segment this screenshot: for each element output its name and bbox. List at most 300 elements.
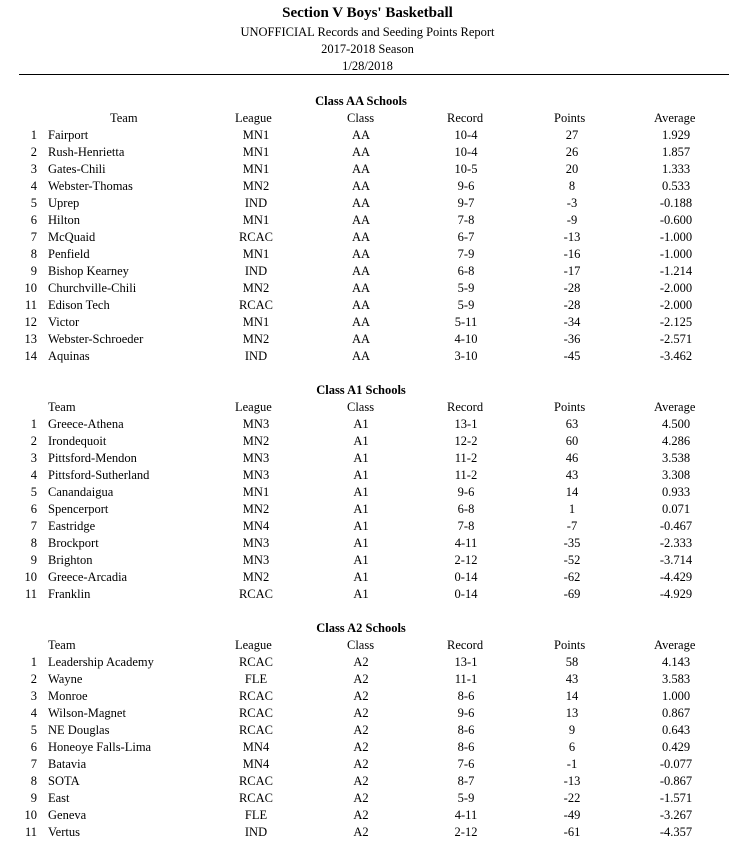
table-row <box>0 264 735 281</box>
record-cell: 13-1 <box>454 417 478 431</box>
average-cell: 1.333 <box>661 162 691 176</box>
table-row <box>0 706 735 723</box>
column-header-class: Class <box>347 638 375 652</box>
league-cell: FLE <box>244 808 268 822</box>
league-cell: RCAC <box>238 587 274 601</box>
points-cell: 1 <box>568 502 576 516</box>
class-cell: AA <box>351 196 371 210</box>
class-cell: A2 <box>353 672 369 686</box>
points-cell: 6 <box>568 740 576 754</box>
league-cell: MN1 <box>242 128 270 142</box>
team-cell: Pittsford-Mendon <box>48 451 137 465</box>
average-cell: 4.143 <box>661 655 691 669</box>
table-row <box>0 791 735 808</box>
points-cell: -16 <box>563 247 581 261</box>
table-row <box>0 689 735 706</box>
points-cell: -35 <box>563 536 581 550</box>
report-season: 2017-2018 Season <box>321 42 414 56</box>
table-row <box>0 247 735 264</box>
average-cell: -0.467 <box>659 519 693 533</box>
average-cell: 4.500 <box>661 417 691 431</box>
class-cell: A1 <box>353 519 369 533</box>
record-cell: 10-4 <box>454 128 478 142</box>
team-cell: Churchville-Chili <box>48 281 137 295</box>
class-cell: AA <box>351 349 371 363</box>
rank-cell: 3 <box>30 451 37 465</box>
record-cell: 5-11 <box>454 315 478 329</box>
class-cell: A1 <box>353 485 369 499</box>
average-cell: -1.214 <box>659 264 693 278</box>
record-cell: 10-5 <box>454 162 478 176</box>
team-cell: Vertus <box>48 825 80 839</box>
table-row <box>0 825 735 842</box>
team-cell: Hilton <box>48 213 80 227</box>
rank-cell: 7 <box>30 230 37 244</box>
points-cell: 20 <box>565 162 579 176</box>
points-cell: 60 <box>565 434 579 448</box>
table-row <box>0 281 735 298</box>
league-cell: IND <box>244 349 268 363</box>
team-cell: Monroe <box>48 689 88 703</box>
average-cell: 1.000 <box>661 689 691 703</box>
average-cell: -3.462 <box>659 349 693 363</box>
team-cell: Batavia <box>48 757 87 771</box>
points-cell: 58 <box>565 655 579 669</box>
team-cell: Wilson-Magnet <box>48 706 126 720</box>
points-cell: -36 <box>563 332 581 346</box>
table-row <box>0 451 735 468</box>
league-cell: MN1 <box>242 247 270 261</box>
average-cell: -4.357 <box>659 825 693 839</box>
points-cell: 46 <box>565 451 579 465</box>
record-cell: 7-9 <box>457 247 475 261</box>
class-cell: A2 <box>353 791 369 805</box>
report-title: Section V Boys' Basketball <box>282 5 453 21</box>
average-cell: -1.571 <box>659 791 693 805</box>
points-cell: -45 <box>563 349 581 363</box>
team-cell: McQuaid <box>48 230 96 244</box>
record-cell: 2-12 <box>454 553 478 567</box>
team-cell: Brockport <box>48 536 99 550</box>
league-cell: MN2 <box>242 570 270 584</box>
average-cell: 0.643 <box>661 723 691 737</box>
class-cell: AA <box>351 281 371 295</box>
table-row <box>0 485 735 502</box>
record-cell: 9-7 <box>457 196 475 210</box>
team-cell: Brighton <box>48 553 93 567</box>
points-cell: 43 <box>565 672 579 686</box>
league-cell: MN1 <box>242 485 270 499</box>
column-header-class: Class <box>347 111 375 125</box>
average-cell: -2.000 <box>659 298 693 312</box>
team-cell: SOTA <box>48 774 80 788</box>
record-cell: 4-10 <box>454 332 478 346</box>
record-cell: 4-11 <box>454 536 478 550</box>
average-cell: 0.933 <box>661 485 691 499</box>
team-cell: Edison Tech <box>48 298 110 312</box>
record-cell: 7-8 <box>457 213 475 227</box>
rank-cell: 7 <box>30 519 37 533</box>
table-row <box>0 808 735 825</box>
team-cell: Irondequoit <box>48 434 107 448</box>
team-cell: Gates-Chili <box>48 162 106 176</box>
record-cell: 9-6 <box>457 485 475 499</box>
column-header-record: Record <box>447 111 484 125</box>
rank-cell: 8 <box>30 247 37 261</box>
rank-cell: 8 <box>30 774 37 788</box>
team-cell: Canandaigua <box>48 485 114 499</box>
record-cell: 7-8 <box>457 519 475 533</box>
class-cell: AA <box>351 128 371 142</box>
team-cell: NE Douglas <box>48 723 110 737</box>
class-cell: A1 <box>353 502 369 516</box>
column-header-team: Team <box>110 111 138 125</box>
points-cell: -62 <box>563 570 581 584</box>
table-row <box>0 774 735 791</box>
record-cell: 2-12 <box>454 825 478 839</box>
league-cell: IND <box>244 264 268 278</box>
rank-cell: 6 <box>30 502 37 516</box>
table-row <box>0 213 735 230</box>
league-cell: FLE <box>244 672 268 686</box>
table-row <box>0 417 735 434</box>
team-cell: East <box>48 791 70 805</box>
rank-cell: 4 <box>30 706 37 720</box>
points-cell: -52 <box>563 553 581 567</box>
column-header-league: League <box>235 111 272 125</box>
table-row <box>0 570 735 587</box>
table-row <box>0 468 735 485</box>
points-cell: 9 <box>568 723 576 737</box>
column-header-points: Points <box>554 400 586 414</box>
class-cell: A1 <box>353 553 369 567</box>
league-cell: MN4 <box>242 757 270 771</box>
class-cell: A2 <box>353 723 369 737</box>
rank-cell: 2 <box>30 145 37 159</box>
average-cell: -2.333 <box>659 536 693 550</box>
team-cell: Uprep <box>48 196 80 210</box>
record-cell: 6-7 <box>457 230 475 244</box>
league-cell: RCAC <box>238 774 274 788</box>
record-cell: 8-6 <box>457 689 475 703</box>
class-cell: A2 <box>353 808 369 822</box>
league-cell: RCAC <box>238 723 274 737</box>
record-cell: 5-9 <box>457 298 475 312</box>
average-cell: 0.429 <box>661 740 691 754</box>
rank-cell: 1 <box>30 128 37 142</box>
rank-cell: 2 <box>30 672 37 686</box>
column-header-average: Average <box>654 400 696 414</box>
class-cell: A2 <box>353 774 369 788</box>
record-cell: 6-8 <box>457 264 475 278</box>
points-cell: -22 <box>563 791 581 805</box>
rank-cell: 13 <box>24 332 37 346</box>
record-cell: 8-7 <box>457 774 475 788</box>
rank-cell: 6 <box>30 740 37 754</box>
rank-cell: 4 <box>30 468 37 482</box>
league-cell: MN2 <box>242 332 270 346</box>
league-cell: IND <box>244 825 268 839</box>
column-header-average: Average <box>654 111 696 125</box>
column-header-team: Team <box>48 400 76 414</box>
points-cell: -61 <box>563 825 581 839</box>
league-cell: RCAC <box>238 689 274 703</box>
column-header-team: Team <box>48 638 76 652</box>
class-cell: A2 <box>353 706 369 720</box>
league-cell: MN3 <box>242 451 270 465</box>
points-cell: -69 <box>563 587 581 601</box>
section-title: Class A2 Schools <box>316 621 406 635</box>
table-row <box>0 315 735 332</box>
table-row <box>0 179 735 196</box>
team-cell: Aquinas <box>48 349 90 363</box>
points-cell: -28 <box>563 298 581 312</box>
record-cell: 4-11 <box>454 808 478 822</box>
points-cell: 26 <box>565 145 579 159</box>
class-cell: A1 <box>353 570 369 584</box>
record-cell: 10-4 <box>454 145 478 159</box>
record-cell: 9-6 <box>457 179 475 193</box>
table-row <box>0 519 735 536</box>
points-cell: -28 <box>563 281 581 295</box>
average-cell: 1.857 <box>661 145 691 159</box>
league-cell: RCAC <box>238 230 274 244</box>
record-cell: 6-8 <box>457 502 475 516</box>
league-cell: RCAC <box>238 791 274 805</box>
average-cell: -1.000 <box>659 230 693 244</box>
team-cell: Pittsford-Sutherland <box>48 468 150 482</box>
league-cell: MN1 <box>242 213 270 227</box>
record-cell: 5-9 <box>457 281 475 295</box>
class-cell: AA <box>351 315 371 329</box>
rank-cell: 10 <box>24 808 37 822</box>
points-cell: -3 <box>566 196 578 210</box>
points-cell: -9 <box>566 213 578 227</box>
class-cell: A2 <box>353 757 369 771</box>
record-cell: 8-6 <box>457 723 475 737</box>
column-header-average: Average <box>654 638 696 652</box>
rank-cell: 3 <box>30 689 37 703</box>
class-cell: A2 <box>353 655 369 669</box>
points-cell: 27 <box>565 128 579 142</box>
team-cell: Eastridge <box>48 519 96 533</box>
table-row <box>0 536 735 553</box>
table-row <box>0 740 735 757</box>
class-cell: A2 <box>353 689 369 703</box>
record-cell: 9-6 <box>457 706 475 720</box>
rank-cell: 9 <box>30 264 37 278</box>
class-cell: AA <box>351 298 371 312</box>
record-cell: 8-6 <box>457 740 475 754</box>
league-cell: MN4 <box>242 519 270 533</box>
table-row <box>0 196 735 213</box>
table-row <box>0 230 735 247</box>
rank-cell: 14 <box>24 349 37 363</box>
average-cell: -0.600 <box>659 213 693 227</box>
record-cell: 11-1 <box>454 672 478 686</box>
class-cell: AA <box>351 162 371 176</box>
average-cell: -0.867 <box>659 774 693 788</box>
column-header-class: Class <box>347 400 375 414</box>
column-header-league: League <box>235 638 272 652</box>
league-cell: MN3 <box>242 553 270 567</box>
class-cell: A1 <box>353 587 369 601</box>
league-cell: MN3 <box>242 417 270 431</box>
column-header-points: Points <box>554 638 586 652</box>
record-cell: 11-2 <box>454 468 478 482</box>
rank-cell: 1 <box>30 655 37 669</box>
rank-cell: 5 <box>30 723 37 737</box>
rank-cell: 3 <box>30 162 37 176</box>
team-cell: Fairport <box>48 128 89 142</box>
table-row <box>0 332 735 349</box>
rank-cell: 5 <box>30 196 37 210</box>
column-header-points: Points <box>554 111 586 125</box>
class-cell: AA <box>351 230 371 244</box>
class-cell: A1 <box>353 417 369 431</box>
rank-cell: 4 <box>30 179 37 193</box>
column-header-record: Record <box>447 638 484 652</box>
record-cell: 13-1 <box>454 655 478 669</box>
average-cell: -3.267 <box>659 808 693 822</box>
class-cell: AA <box>351 213 371 227</box>
column-header-league: League <box>235 400 272 414</box>
table-row <box>0 757 735 774</box>
section-title: Class AA Schools <box>315 94 407 108</box>
record-cell: 3-10 <box>454 349 478 363</box>
table-row <box>0 162 735 179</box>
rank-cell: 11 <box>24 825 37 839</box>
team-cell: Honeoye Falls-Lima <box>48 740 152 754</box>
class-cell: AA <box>351 247 371 261</box>
rank-cell: 1 <box>30 417 37 431</box>
table-row <box>0 723 735 740</box>
points-cell: 63 <box>565 417 579 431</box>
league-cell: RCAC <box>238 298 274 312</box>
rank-cell: 2 <box>30 434 37 448</box>
table-row <box>0 587 735 604</box>
team-cell: Geneva <box>48 808 87 822</box>
points-cell: -49 <box>563 808 581 822</box>
record-cell: 0-14 <box>454 570 478 584</box>
points-cell: 43 <box>565 468 579 482</box>
team-cell: Webster-Thomas <box>48 179 133 193</box>
average-cell: 0.071 <box>661 502 691 516</box>
league-cell: RCAC <box>238 706 274 720</box>
points-cell: -7 <box>566 519 578 533</box>
header-divider <box>19 74 729 75</box>
team-cell: Spencerport <box>48 502 109 516</box>
rank-cell: 11 <box>24 298 37 312</box>
league-cell: MN2 <box>242 434 270 448</box>
team-cell: Rush-Henrietta <box>48 145 125 159</box>
average-cell: -2.000 <box>659 281 693 295</box>
rank-cell: 5 <box>30 485 37 499</box>
league-cell: MN4 <box>242 740 270 754</box>
league-cell: MN2 <box>242 179 270 193</box>
class-cell: A2 <box>353 825 369 839</box>
table-row <box>0 349 735 366</box>
league-cell: MN1 <box>242 145 270 159</box>
average-cell: 1.929 <box>661 128 691 142</box>
class-cell: AA <box>351 332 371 346</box>
rank-cell: 9 <box>30 791 37 805</box>
points-cell: -34 <box>563 315 581 329</box>
table-row <box>0 128 735 145</box>
average-cell: 0.533 <box>661 179 691 193</box>
points-cell: -13 <box>563 230 581 244</box>
rank-cell: 9 <box>30 553 37 567</box>
record-cell: 5-9 <box>457 791 475 805</box>
record-cell: 12-2 <box>454 434 478 448</box>
team-cell: Penfield <box>48 247 90 261</box>
rank-cell: 7 <box>30 757 37 771</box>
average-cell: 3.308 <box>661 468 691 482</box>
average-cell: -2.125 <box>659 315 693 329</box>
team-cell: Leadership Academy <box>48 655 154 669</box>
table-row <box>0 655 735 672</box>
rank-cell: 12 <box>24 315 37 329</box>
average-cell: 3.583 <box>661 672 691 686</box>
points-cell: 8 <box>568 179 576 193</box>
average-cell: -2.571 <box>659 332 693 346</box>
rank-cell: 10 <box>24 281 37 295</box>
team-cell: Webster-Schroeder <box>48 332 144 346</box>
league-cell: MN3 <box>242 468 270 482</box>
points-cell: -13 <box>563 774 581 788</box>
league-cell: MN1 <box>242 162 270 176</box>
average-cell: -4.429 <box>659 570 693 584</box>
table-row <box>0 672 735 689</box>
class-cell: AA <box>351 145 371 159</box>
section-title: Class A1 Schools <box>316 383 406 397</box>
team-cell: Greece-Athena <box>48 417 124 431</box>
average-cell: -1.000 <box>659 247 693 261</box>
average-cell: -4.929 <box>659 587 693 601</box>
class-cell: A1 <box>353 468 369 482</box>
class-cell: A1 <box>353 434 369 448</box>
class-cell: AA <box>351 179 371 193</box>
class-cell: A1 <box>353 451 369 465</box>
points-cell: 13 <box>565 706 579 720</box>
rank-cell: 8 <box>30 536 37 550</box>
team-cell: Bishop Kearney <box>48 264 129 278</box>
points-cell: 14 <box>565 485 579 499</box>
league-cell: RCAC <box>238 655 274 669</box>
average-cell: -0.077 <box>659 757 693 771</box>
points-cell: -17 <box>563 264 581 278</box>
average-cell: -0.188 <box>659 196 693 210</box>
column-header-record: Record <box>447 400 484 414</box>
report-subtitle: UNOFFICIAL Records and Seeding Points Report <box>240 25 495 39</box>
rank-cell: 11 <box>24 587 37 601</box>
record-cell: 11-2 <box>454 451 478 465</box>
league-cell: MN2 <box>242 281 270 295</box>
table-row <box>0 298 735 315</box>
team-cell: Franklin <box>48 587 91 601</box>
report-date: 1/28/2018 <box>342 59 393 73</box>
league-cell: MN3 <box>242 536 270 550</box>
average-cell: 4.286 <box>661 434 691 448</box>
points-cell: -1 <box>566 757 578 771</box>
rank-cell: 10 <box>24 570 37 584</box>
league-cell: MN2 <box>242 502 270 516</box>
table-row <box>0 145 735 162</box>
rank-cell: 6 <box>30 213 37 227</box>
average-cell: 3.538 <box>661 451 691 465</box>
league-cell: IND <box>244 196 268 210</box>
class-cell: A2 <box>353 740 369 754</box>
